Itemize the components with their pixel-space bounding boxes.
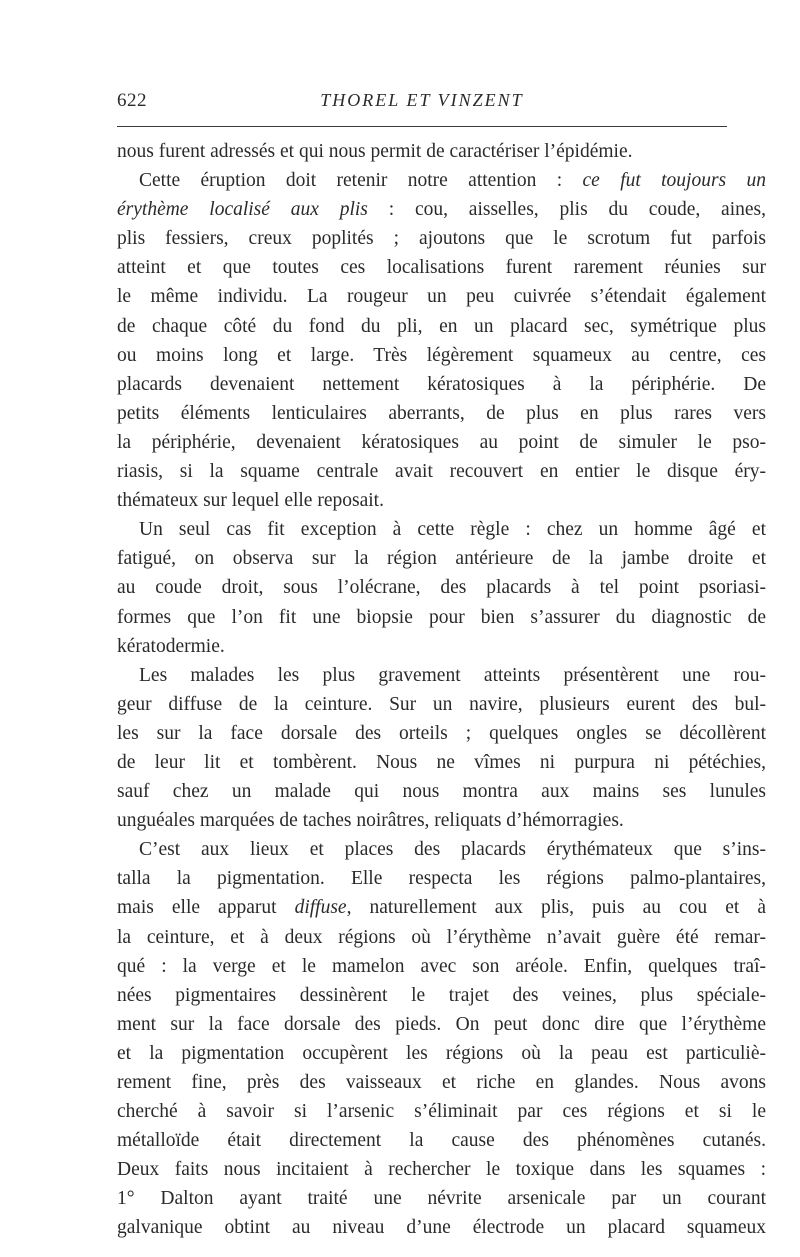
text-line: petits éléments lenticulaires aberrants, de plus en plus rares vers [117, 402, 766, 424]
text-line: formes que l’on fit une biopsie pour bien s’assurer du diagnostic de [117, 606, 766, 628]
text-line: Cette éruption doit retenir notre attention : ce fut toujours un [139, 170, 766, 192]
text-line: de leur lit et tombèrent. Nous ne vîmes ni purpura ni pétéchies, [117, 751, 766, 773]
text-line: ou moins long et large. Très légèrement squameux au centre, ces [117, 344, 766, 366]
text-line: métalloïde était directement la cause des phénomènes cutanés. [117, 1130, 766, 1152]
text-line: les sur la face dorsale des orteils ; quelques ongles se décollèrent [117, 722, 766, 744]
text-line: érythème localisé aux plis : cou, aisselles, plis du coude, aines, [117, 199, 766, 221]
page-header [117, 90, 727, 120]
text-line: de chaque côté du fond du pli, en un placard sec, symétrique plus [117, 315, 766, 337]
text-line: talla la pigmentation. Elle respecta les régions palmo-plantaires, [117, 868, 766, 890]
text-line: fatigué, on observa sur la région antérieure de la jambe droite et [117, 548, 766, 570]
text-line: placards devenaient nettement kératosiques à la périphérie. De [117, 373, 766, 395]
body-text [117, 137, 766, 1243]
text-line: Deux faits nous incitaient à rechercher le toxique dans les squames : [117, 1159, 766, 1181]
text-line: 1° Dalton ayant traité une névrite arsenicale par un courant [117, 1188, 766, 1210]
text-line: la périphérie, devenaient kératosiques au point de simuler le pso- [117, 431, 766, 453]
text-line: Les malades les plus gravement atteints présentèrent une rou- [139, 664, 766, 686]
italic-word: diffuse [294, 897, 347, 919]
text-line: C’est aux lieux et places des placards érythémateux que s’ins- [139, 839, 766, 861]
italic-phrase: érythème localisé aux plis [117, 199, 368, 221]
text-line: geur diffuse de la ceinture. Sur un navire, plusieurs eurent des bul- [117, 693, 766, 715]
text-line: thémateux sur lequel elle reposait. [117, 490, 384, 512]
text-line: unguéales marquées de taches noirâtres, reliquats d’hémorragies. [117, 810, 624, 832]
text-line: mais elle apparut diffuse, naturellement aux plis, puis au cou et à [117, 897, 766, 919]
text-line: cherché à savoir si l’arsenic s’éliminait par ces régions et si le [117, 1101, 766, 1123]
text-line: nous furent adressés et qui nous permit de caractériser l’épidémie. [117, 141, 633, 162]
text-line: qué : la verge et le mamelon avec son aréole. Enfin, quelques traî- [117, 955, 766, 977]
text-line: au coude droit, sous l’olécrane, des placards à tel point psoriasi- [117, 577, 766, 599]
italic-phrase: ce fut toujours un [582, 170, 766, 192]
text-line: galvanique obtint au niveau d’une électrode un placard squameux [117, 1217, 766, 1239]
text-line: atteint et que toutes ces localisations furent rarement réunies sur [117, 257, 766, 279]
text-line: sauf chez un malade qui nous montra aux mains ses lunules [117, 781, 766, 803]
page-number: 622 [117, 90, 147, 111]
text-line: et la pigmentation occupèrent les régions où la peau est particuliè- [117, 1042, 766, 1064]
text-line: plis fessiers, creux poplités ; ajoutons que le scrotum fut parfois [117, 228, 766, 250]
text-line: riasis, si la squame centrale avait recouvert en entier le disque éry- [117, 461, 766, 483]
text-line: ment sur la face dorsale des pieds. On peut donc dire que l’érythème [117, 1013, 766, 1035]
text-line: Un seul cas fit exception à cette règle : chez un homme âgé et [139, 519, 766, 541]
text-line: le même individu. La rougeur un peu cuivrée s’étendait également [117, 286, 766, 308]
header-rule [117, 126, 727, 127]
text-line: nées pigmentaires dessinèrent le trajet des veines, plus spéciale- [117, 984, 766, 1006]
running-title: THOREL ET VINZENT [320, 90, 524, 110]
text-line: rement fine, près des vaisseaux et riche en glandes. Nous avons [117, 1072, 766, 1093]
text-line: kératodermie. [117, 635, 225, 657]
text-line: la ceinture, et à deux régions où l’érythème n’avait guère été remar- [117, 926, 766, 948]
